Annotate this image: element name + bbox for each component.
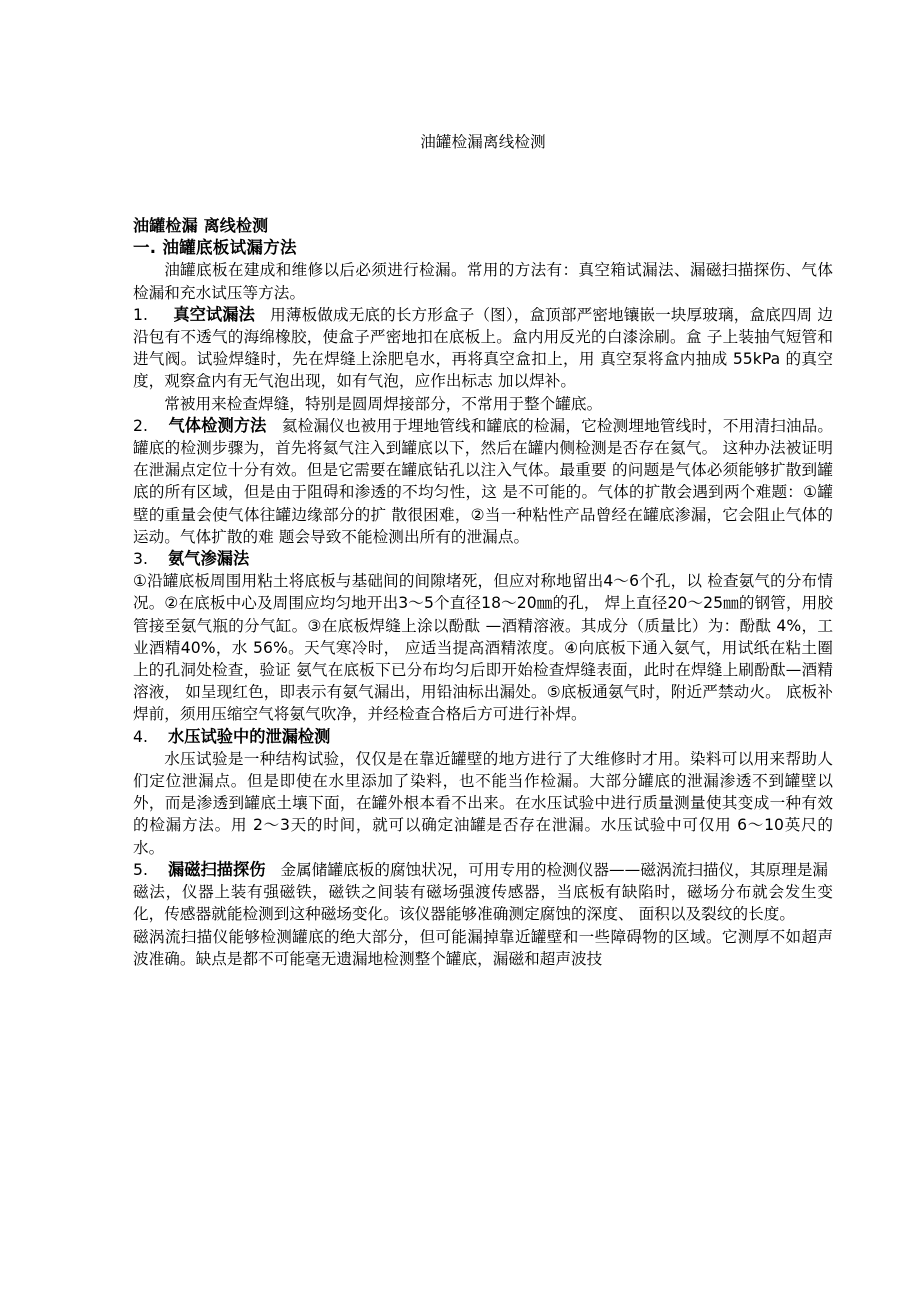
item-number: 2. [133, 416, 148, 435]
item-lead: 气体检测方法 [168, 415, 267, 435]
title-spacer [133, 153, 833, 215]
item-closing: 磁涡流扫描仪能够检测罐底的绝大部分，但可能漏掉靠近罐壁和一些障碍物的区域。它测厚不如超声波准确。缺点是都不可能毫无遗漏地检测整个罐底，漏磁和超声波技 [133, 927, 833, 968]
item-continuation: 磁法，仪器上装有强磁铁，磁铁之间装有磁场强渡传感器，当底板有缺陷时，磁场分布就会发生变化，传感器就能检测到这种磁场变化。该仪器能够准确测定腐蚀的深度、 面积以及裂纹的长度。 [133, 883, 833, 924]
item-number: 3. [133, 550, 148, 569]
document-body [133, 0, 833, 970]
intro-paragraph: 油罐底板在建成和维修以后必须进行检漏。常用的方法有：真空箱试漏法、漏磁扫描探伤、气体检漏和充水试压等方法。 [133, 261, 833, 302]
list-item [133, 304, 833, 393]
item-number: 4. [133, 727, 148, 746]
item-body: 金属储罐底板的腐蚀状况，可用专用的检测仪器——磁涡流扫描仪，其原理是漏 [280, 860, 829, 879]
list-item [133, 726, 833, 748]
item-number: 5. [133, 860, 148, 879]
item-extra-paragraph: 常被用来检查焊缝，特别是圆周焊接部分，不常用于整个罐底。 [164, 394, 603, 413]
section-heading-one: 一. 油罐底板试漏方法 [133, 238, 297, 258]
document-title: 油罐检漏离线检测 [420, 133, 546, 151]
list-item [133, 415, 833, 548]
item-body: 用薄板做成无底的长方形盒子（图），盒顶部严密地镶嵌一块厚玻璃，盒底四周 边沿包有不透气的海绵橡胶，使盒子严密地扣在底板上。盒内用反光的白漆涂刷。盒 子上装抽气短管和进气阀。试验焊缝时，先在焊缝上涂肥皂水，再将真空盒扣上，用 真空泵将盒内抽成 55kPa 的真空度，观察盒内有无气泡出现，如有气泡，应作出标志 加以焊补。 [133, 305, 833, 391]
item-number: 1. [133, 305, 148, 324]
item-lead: 水压试验中的泄漏检测 [168, 726, 331, 746]
item-lead: 漏磁扫描探伤 [168, 859, 266, 879]
item-lead: 真空试漏法 [173, 304, 255, 324]
list-item [133, 859, 833, 881]
main-heading: 油罐检漏 离线检测 [133, 216, 269, 235]
list-item [133, 548, 833, 570]
item-body: 水压试验是一种结构试验，仅仅是在靠近罐壁的地方进行了大维修时才用。染料可以用来帮助人们定位泄漏点。但是即使在水里添加了染料，也不能当作检漏。大部分罐底的泄漏渗透不到罐壁以外，而是渗透到罐底土壤下面，在罐外根本看不出来。在水压试验中进行质量测量使其变成一种有效的检漏方法。用 2～3天的时间，就可以确定油罐是否存在泄漏。水压试验中可仅用 6～10英尺的水。 [133, 749, 833, 857]
item-body: ①沿罐底板周围用粘土将底板与基础间的间隙堵死，但应对称地留出4～6个孔，以 检查氨气的分布情况。②在底板中心及周围应均匀地开出3～5个直径18～20㎜的孔， 焊上直径20～25㎜的钢管，用胶管接至氨气瓶的分气缸。③在底板焊缝上涂以酚酞 —酒精溶液。其成分（质量比）为：酚酞 4%，工业酒精40%，水 56%。天气寒冷时， 应适当提高酒精浓度。④向底板下通入氨气，用试纸在粘土圈上的孔洞处检查，验证 氨气在底板下已分布均匀后即开始检查焊缝表面，此时在焊缝上刷酚酞—酒精溶液， 如呈现红色，即表示有氨气漏出，用铅油标出漏处。⑤底板通氨气时，附近严禁动火。 底板补焊前，须用压缩空气将氨气吹净，并经检查合格后方可进行补焊。 [133, 572, 833, 724]
item-lead: 氨气渗漏法 [168, 549, 250, 569]
item-body: 氦检漏仪也被用于埋地管线和罐底的检漏，它检测埋地管线时，不用清扫油品。 罐底的检测步骤为，首先将氦气注入到罐底以下，然后在罐内侧检测是否存在氦气。 这种办法被证明在泄漏点定位十分有效。但是它需要在罐底钻孔以注入气体。最重要 的问题是气体必须能够扩散到罐底的所有区域，但是由于阻碍和渗透的不均匀性，这 是不可能的。气体的扩散会遇到两个难题：①罐壁的重量会使气体往罐边缘部分的扩 散很困难，②当一种粘性产品曾经在罐底渗漏，它会阻止气体的运动。气体扩散的难 题会导致不能检测出所有的泄漏点。 [133, 416, 834, 546]
